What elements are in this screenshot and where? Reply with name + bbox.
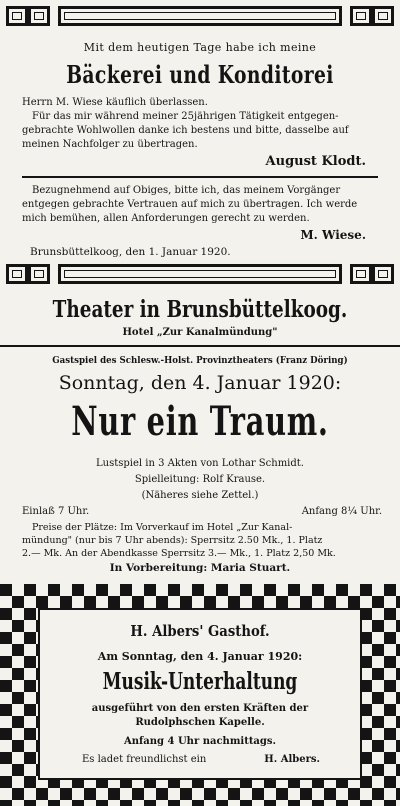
invitation: Es ladet freundlichst ein <box>82 754 207 765</box>
play-genre: Lustspiel in 3 Akten von Lothar Schmidt. <box>96 458 304 469</box>
ornament-square <box>28 6 50 26</box>
ornament-square <box>372 264 394 284</box>
entry-time: Einlaß 7 Uhr. <box>22 506 90 517</box>
play-director: Spielleitung: Rolf Krause. <box>134 474 266 485</box>
performers <box>40 702 360 730</box>
host-signature: H. Albers. <box>264 754 320 765</box>
price-line: Preise der Plätze: Im Vorverkauf im Hotel „Zur Kanal- <box>32 522 293 533</box>
ornament-bar <box>58 6 342 26</box>
body-line: Herrn M. Wiese käuflich überlassen. <box>22 97 208 108</box>
middle-ornament-border <box>0 264 400 284</box>
performance-date: Sonntag, den 4. Januar 1920: <box>58 372 342 394</box>
play-title: Nur ein Traum. <box>71 398 329 445</box>
ornament-square <box>350 264 372 284</box>
price-line: 2.— Mk. An der Abendkasse Sperrsitz 3.— Mk., 1. Platz 2,50 Mk. <box>22 548 336 559</box>
ticket-prices <box>22 521 400 560</box>
body-line: meinen Nachfolger zu übertragen. <box>22 139 198 150</box>
ornament-bar <box>58 264 342 284</box>
performers-line: ausgeführt von den ersten Kräften der <box>91 703 309 714</box>
signature: M. Wiese. <box>300 228 366 242</box>
signature: August Klodt. <box>265 154 366 169</box>
theater-title: Theater in Brunsbüttelkoog. <box>52 296 348 323</box>
body-line: Für das mir während meiner 25jährigen Tätigkeit entgegen- <box>32 111 339 122</box>
details-note: (Näheres siehe Zettel.) <box>141 490 259 501</box>
notice-intro: Mit dem heutigen Tage habe ich meine <box>83 41 317 54</box>
guest-performance-line: Gastspiel des Schlesw.-Holst. Provinztheaters (Franz Döring) <box>52 356 348 366</box>
ornament-square <box>6 264 28 284</box>
event-start: Anfang 4 Uhr nachmittags. <box>123 736 277 747</box>
performers-line: Rudolphschen Kapelle. <box>135 717 265 728</box>
ornament-square <box>28 264 50 284</box>
body-line: entgegen gebrachte Vertrauen auf mich zu übertragen. Ich werde <box>22 199 358 210</box>
section-divider <box>0 345 400 347</box>
event-title: Musik-Unterhaltung <box>102 668 298 695</box>
gasthof-advertisement <box>38 608 362 780</box>
event-date: Am Sonntag, den 4. Januar 1920: <box>97 650 303 663</box>
body-line: gebrachte Wohlwollen danke ich bestens und bitte, dasselbe auf <box>22 125 349 136</box>
upcoming-production: In Vorbereitung: Maria Stuart. <box>109 562 291 574</box>
notice-body <box>22 96 400 152</box>
business-name: Bäckerei und Konditorei <box>66 60 334 89</box>
theater-venue: Hotel „Zur Kanalmündung" <box>122 327 278 338</box>
dateline: Brunsbüttelkoog, den 1. Januar 1920. <box>30 246 231 258</box>
start-time: Anfang 8¼ Uhr. <box>301 506 382 517</box>
price-line: mündung" (nur bis 7 Uhr abends): Sperrsitz 2.50 Mk., 1. Platz <box>22 535 323 546</box>
ornament-square <box>350 6 372 26</box>
body-line: Bezugnehmend auf Obiges, bitte ich, das meinem Vorgänger <box>32 185 341 196</box>
body-line: mich bemühen, allen Anforderungen gerecht zu werden. <box>22 213 310 224</box>
notice-body <box>22 184 400 226</box>
ornament-square <box>372 6 394 26</box>
section-divider <box>22 176 378 178</box>
gasthof-name: H. Albers' Gasthof. <box>130 622 270 640</box>
top-ornament-border <box>0 6 400 26</box>
ornament-square <box>6 6 28 26</box>
